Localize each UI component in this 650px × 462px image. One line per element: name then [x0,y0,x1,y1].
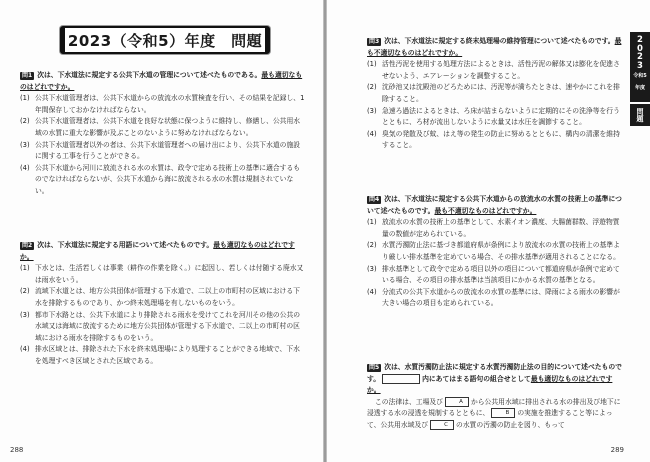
option-4: (4) 公共下水道から河川に放流される水の水質は、政令で定める技術上の基準に適合するものでなければならないが、公共下水道から海に放流される水の水質は規制されていない。 [20,163,301,195]
fill-in-paragraph: この法律は、工場及び A から公共用水域に排出される水の排出及び地下に浸透する水の浸透を規制するとともに、 B の実施を推進すること等によって、公共用水域及び C の水質の汚濁の防止を図り、もって [367,397,621,429]
question-3 [367,36,622,152]
question-stem-emphasis: 最も適切なものはどれですか。 [20,71,303,91]
question-stem-mid: 内にあてはまる語句の組合せとして [422,374,531,383]
page-title: 2023（令和5）年度 問題 [67,31,263,50]
option-4: (4) 排水区域とは、排除された下水を終末処理場により処理することができる地域で、下水を処理すべき区域とされた区域である。 [20,345,300,365]
option-3: (3) 都市下水路とは、公共下水道により排除される雨水を受けてこれを河川その他の公共の水域又は海域に放流するために地方公共団体が管理する下水道で、二以上の市町村の区域における雨水を排除するものをいう。 [20,310,301,342]
question-badge: 問4 [369,196,380,203]
page-number-right: 289 [610,446,624,454]
right-page [327,0,650,462]
era-suffix: 年度 [634,85,645,91]
option-4: (4) 臭気の発散及び蚊、はえ等の発生の防止に努めるとともに、構内の清潔を維持すること。 [367,129,620,150]
page-number-left: 288 [10,446,24,454]
question-badge: 問3 [369,38,380,45]
question-1 [20,70,305,198]
blank-c: C [430,420,454,430]
question-stem-emphasis: 最も不適切なものはどれですか。 [434,206,537,215]
option-3: (3) 急速ろ過法によるときは、ろ床が詰まらないように定期的にその洗浄等を行うとともに、ろ材が流出しないように水量又は水圧を調節すること。 [367,106,620,127]
year-title-box [60,26,270,54]
option-4: (4) 分流式の公共下水道からの放流水の水質の基準には、降雨による雨水の影響が大きい場合の項目も定められている。 [367,287,620,308]
question-2 [20,240,305,368]
question-badge: 問5 [369,364,380,371]
blank-b: B [491,408,515,418]
option-1: (1) 公共下水道管理者は、公共下水道からの放流水の水質検査を行い、その結果を記録し、1年間保存しておかなければならない。 [20,94,305,114]
section-side-tab: 問題 [630,104,650,126]
question-stem: 次は、下水道法に規定する終末処理場の維持管理について述べたものです。 [384,37,615,45]
question-stem: 次は、下水道法に規定する公共下水道の管理について述べたものである。 [37,71,262,79]
question-stem: 次は、下水道法に規定する公共下水道からの放流水の水質の技術上の基準について述べたものです。 [367,195,622,215]
option-1: (1) 活性汚泥を使用する処理方法によるときは、活性汚泥の解体又は膨化を促進させないよう、エアレーションを調整すること。 [367,60,620,80]
blank-box [382,374,420,384]
question-badge: 問2 [22,242,33,249]
question-badge: 問1 [22,72,33,79]
blank-a: A [445,397,469,407]
question-stem: 次は、水質汚濁防止法に規定する水質汚濁防止法の目的について述べたものです。 [367,363,622,383]
left-page [0,0,323,462]
year-side-tab: 2 0 2 3 令和5 年度 [630,32,650,102]
option-3: (3) 排水基準として政令で定める項目以外の項目について都道府県が条例で定めている場合、その項目の排水基準は当該項目にかかる水質の基準となる。 [367,264,620,285]
question-stem-emphasis: 最も不適切なものはどれですか。 [367,37,622,57]
question-stem-emphasis: 最も適切なものはどれですか。 [367,374,613,395]
question-5 [367,362,622,432]
option-2: (2) 公共下水道管理者は、公共下水道を良好な状態に保つように維持し、修繕し、公共用水域の水質に重大な影響が及ぶことのないように努めなければならない。 [20,117,301,137]
option-2: (2) 沈砂池又は沈殿池のどろためには、汚泥等が満ちたときは、速やかにこれを排除すること。 [367,83,620,103]
option-1: (1) 下水とは、生活若しくは事業（耕作の作業を除く。）に起因し、若しくは付随する廃水又は雨水をいう。 [20,264,304,284]
era-label: 令和5 [633,73,647,79]
option-2: (2) 水質汚濁防止法に基づき都道府県が条例により放流水の水質の技術上の基準より厳しい排水基準を定めている場合、その排水基準が適用されることになる。 [367,241,620,261]
option-1: (1) 放流水の水質の技術上の基準として、水素イオン濃度、大腸菌群数、浮遊物質量の数値が定められている。 [367,218,620,238]
question-stem: 次は、下水道法に規定する用語について述べたものです。 [37,241,214,249]
option-3: (3) 公共下水道管理者以外の者は、公共下水道管理者への届け出により、公共下水道の施設に関する工事を行うことができる。 [20,140,301,161]
question-stem-emphasis: 最も適切なものはどれですか。 [20,241,295,261]
option-2: (2) 流域下水道とは、地方公共団体が管理する下水道で、二以上の市町村の区域における下水を排除するものであり、かつ終末処理場を有しないものをいう。 [20,287,300,307]
question-4 [367,194,622,310]
